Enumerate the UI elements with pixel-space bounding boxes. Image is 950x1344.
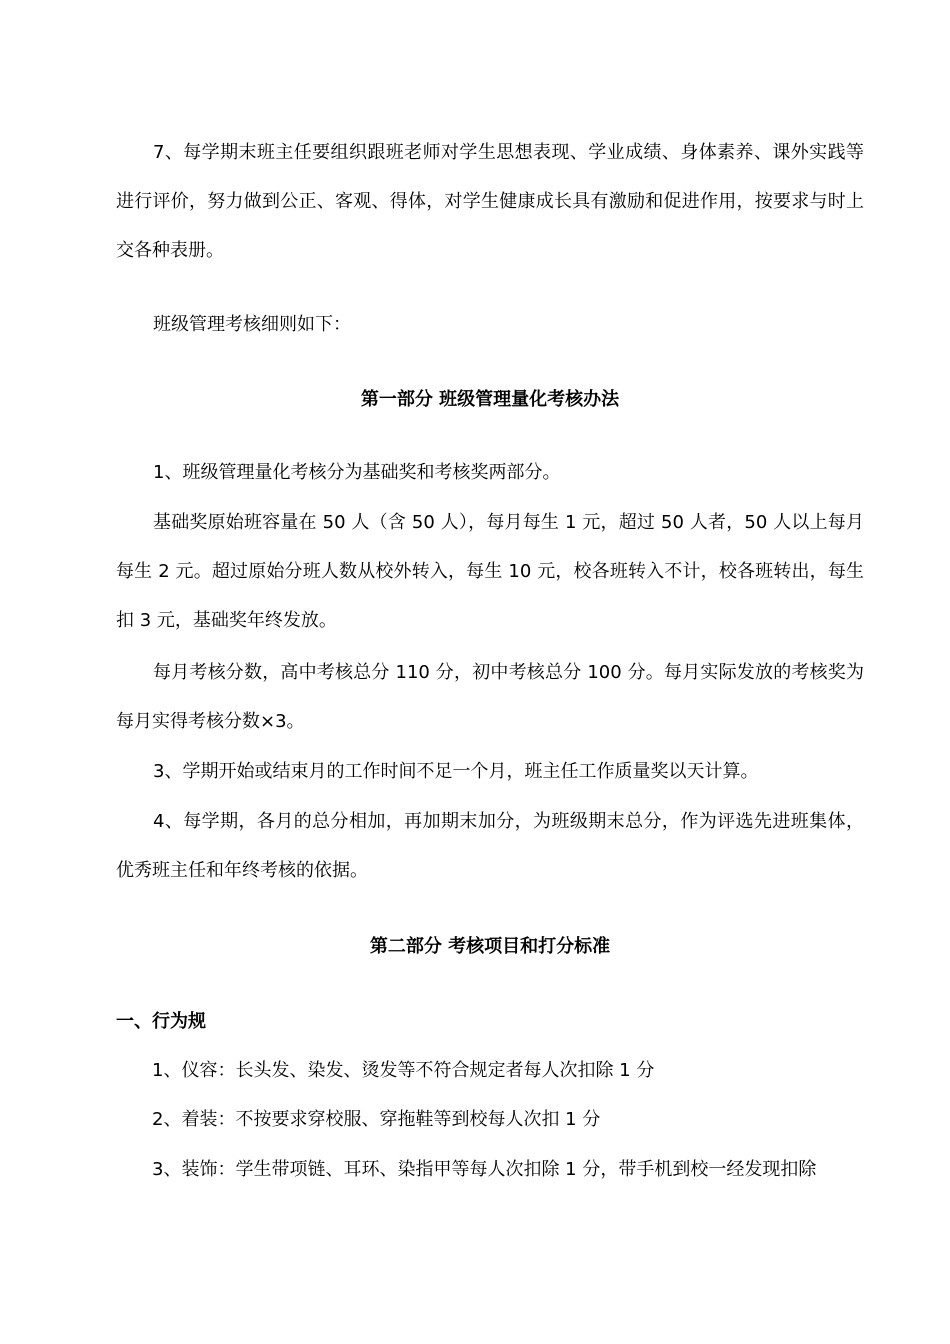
rule-item-1: 1、仪容：长头发、染发、烫发等不符合规定者每人次扣除 1 分 [152, 1060, 655, 1081]
paragraph-item-3: 3、学期开始或结束月的工作时间不足一个月，班主任工作质量奖以天计算。 [153, 761, 759, 782]
part2-heading: 第二部分 考核项目和打分标准 [369, 936, 611, 957]
paragraph-base-award: 基础奖原始班容量在 50 人（含 50 人），每月每生 1 元，超过 50 人者，50 人以上每月每生 2 元。超过原始分班人数从校外转入，每生 10 元，校各班转入不计，校各班转出，每生扣 3 元，基础奖年终发放。 [116, 512, 864, 631]
paragraph-item-4: 4、每学期，各月的总分相加，再加期末加分，为班级期末总分，作为评选先进班集体，优秀班主任和年终考核的依据。 [116, 811, 864, 881]
paragraph-item-1: 1、班级管理量化考核分为基础奖和考核奖两部分。 [153, 462, 561, 483]
part1-heading: 第一部分 班级管理量化考核办法 [360, 389, 620, 410]
rule-item-2: 2、着装：不按要求穿校服、穿拖鞋等到校每人次扣 1 分 [152, 1109, 601, 1130]
paragraph-monthly-score: 每月考核分数，高中考核总分 110 分，初中考核总分 100 分。每月实际发放的考核奖为每月实得考核分数×3。 [116, 662, 864, 732]
assessment-intro: 班级管理考核细则如下： [153, 314, 351, 335]
rule-item-3: 3、装饰：学生带项链、耳环、染指甲等每人次扣除 1 分，带手机到校一经发现扣除 [152, 1159, 817, 1180]
paragraph-item-7: 7、每学期末班主任要组织跟班老师对学生思想表现、学业成绩、身体素养、课外实践等进行评价，努力做到公正、客观、得体，对学生健康成长具有激励和促进作用，按要求与时上交各种表册。 [116, 142, 864, 261]
section-1-heading: 一、行为规 [116, 1011, 206, 1032]
